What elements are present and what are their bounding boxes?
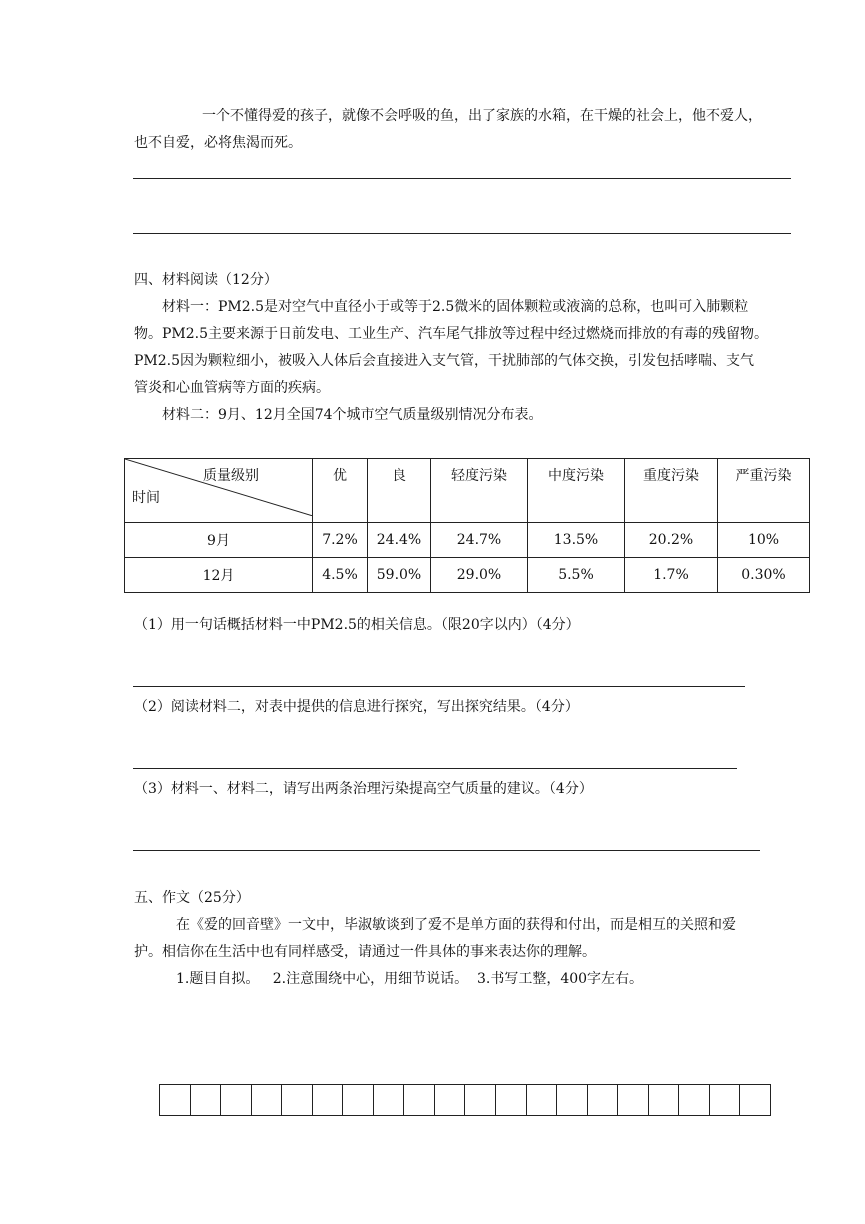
table-corner-cell bbox=[125, 459, 313, 523]
table-cell: 13.5% bbox=[528, 523, 625, 558]
table-row bbox=[125, 523, 810, 558]
essay-prompt-line: 在《爱的回音壁》一文中，毕淑敏谈到了爱不是单方面的获得和付出，而是相互的关照和爱 bbox=[176, 917, 736, 933]
column-header: 重度污染 bbox=[625, 459, 718, 523]
question-3: （3）材料一、材料二，请写出两条治理污染提高空气质量的建议。（4分） bbox=[134, 781, 593, 797]
material-2-line: 材料二：9月、12月全国74个城市空气质量级别情况分布表。 bbox=[162, 407, 543, 423]
table-cell: 0.30% bbox=[718, 558, 810, 593]
table-cell: 59.0% bbox=[368, 558, 431, 593]
grid-cell[interactable] bbox=[679, 1085, 710, 1115]
answer-line bbox=[133, 686, 745, 687]
table-header-row bbox=[125, 459, 810, 523]
material-1-line: PM2.5因为颗粒细小，被吸入人体后会直接进入支气管，干扰肺部的气体交换，引发包括哮喘、支气 bbox=[134, 353, 755, 369]
grid-cell[interactable] bbox=[618, 1085, 649, 1115]
question-2: （2）阅读材料二，对表中提供的信息进行探究，写出探究结果。（4分） bbox=[134, 699, 579, 715]
quote-line-1: 一个不懂得爱的孩子，就像不会呼吸的鱼，出了家族的水箱，在干燥的社会上，他不爱人， bbox=[202, 108, 762, 124]
table-cell: 1.7% bbox=[625, 558, 718, 593]
column-header: 优 bbox=[313, 459, 368, 523]
grid-cell[interactable] bbox=[252, 1085, 283, 1115]
air-quality-table bbox=[124, 458, 810, 593]
section-heading: 四、材料阅读（12分） bbox=[134, 272, 278, 288]
grid-cell[interactable] bbox=[649, 1085, 680, 1115]
grid-cell[interactable] bbox=[557, 1085, 588, 1115]
essay-requirements: 1.题目自拟。 2.注意围绕中心，用细节说话。 3.书写工整，400字左右。 bbox=[176, 971, 644, 987]
answer-line bbox=[133, 233, 791, 234]
writing-grid[interactable] bbox=[159, 1084, 771, 1116]
grid-cell[interactable] bbox=[282, 1085, 313, 1115]
table-cell: 7.2% bbox=[313, 523, 368, 558]
table-cell: 20.2% bbox=[625, 523, 718, 558]
grid-cell[interactable] bbox=[740, 1085, 771, 1115]
column-header: 良 bbox=[368, 459, 431, 523]
section-heading: 五、作文（25分） bbox=[134, 890, 250, 906]
table-cell: 29.0% bbox=[431, 558, 528, 593]
grid-cell[interactable] bbox=[313, 1085, 344, 1115]
table-cell: 4.5% bbox=[313, 558, 368, 593]
grid-cell[interactable] bbox=[221, 1085, 252, 1115]
section-4 bbox=[134, 267, 814, 429]
grid-cell[interactable] bbox=[465, 1085, 496, 1115]
table-cell: 5.5% bbox=[528, 558, 625, 593]
table-cell: 24.4% bbox=[368, 523, 431, 558]
essay-prompt-line: 护。相信你在生活中也有同样感受，请通过一件具体的事来表达你的理解。 bbox=[134, 944, 596, 960]
grid-cell[interactable] bbox=[374, 1085, 405, 1115]
answer-line bbox=[133, 178, 791, 179]
corner-label-quality: 质量级别 bbox=[203, 468, 259, 484]
grid-cell[interactable] bbox=[343, 1085, 374, 1115]
column-header: 轻度污染 bbox=[431, 459, 528, 523]
material-1-line: 管炎和心血管病等方面的疾病。 bbox=[134, 380, 330, 396]
grid-cell[interactable] bbox=[404, 1085, 435, 1115]
table-row bbox=[125, 558, 810, 593]
table-cell: 10% bbox=[718, 523, 810, 558]
grid-cell[interactable] bbox=[191, 1085, 222, 1115]
answer-line bbox=[133, 768, 737, 769]
grid-cell[interactable] bbox=[710, 1085, 741, 1115]
corner-label-time: 时间 bbox=[132, 490, 160, 506]
grid-cell[interactable] bbox=[496, 1085, 527, 1115]
column-header: 严重污染 bbox=[718, 459, 810, 523]
table-cell: 24.7% bbox=[431, 523, 528, 558]
quote-block bbox=[134, 103, 814, 157]
question-1: （1）用一句话概括材料一中PM2.5的相关信息。（限20字以内）（4分） bbox=[134, 617, 580, 633]
grid-cell[interactable] bbox=[435, 1085, 466, 1115]
answer-line bbox=[133, 850, 760, 851]
row-label: 9月 bbox=[125, 523, 313, 558]
column-header: 中度污染 bbox=[528, 459, 625, 523]
grid-cell[interactable] bbox=[527, 1085, 558, 1115]
quote-line-2: 也不自爱，必将焦渴而死。 bbox=[134, 135, 302, 151]
material-1-line: 物。PM2.5主要来源于日前发电、工业生产、汽车尾气排放等过程中经过燃烧而排放的有毒的残留物。 bbox=[134, 326, 769, 342]
grid-cell[interactable] bbox=[160, 1085, 191, 1115]
row-label: 12月 bbox=[125, 558, 313, 593]
grid-cell[interactable] bbox=[588, 1085, 619, 1115]
section-5 bbox=[134, 885, 814, 993]
material-1-line: 材料一：PM2.5是对空气中直径小于或等于2.5微米的固体颗粒或液滴的总称，也叫可入肺颗粒 bbox=[162, 299, 749, 315]
